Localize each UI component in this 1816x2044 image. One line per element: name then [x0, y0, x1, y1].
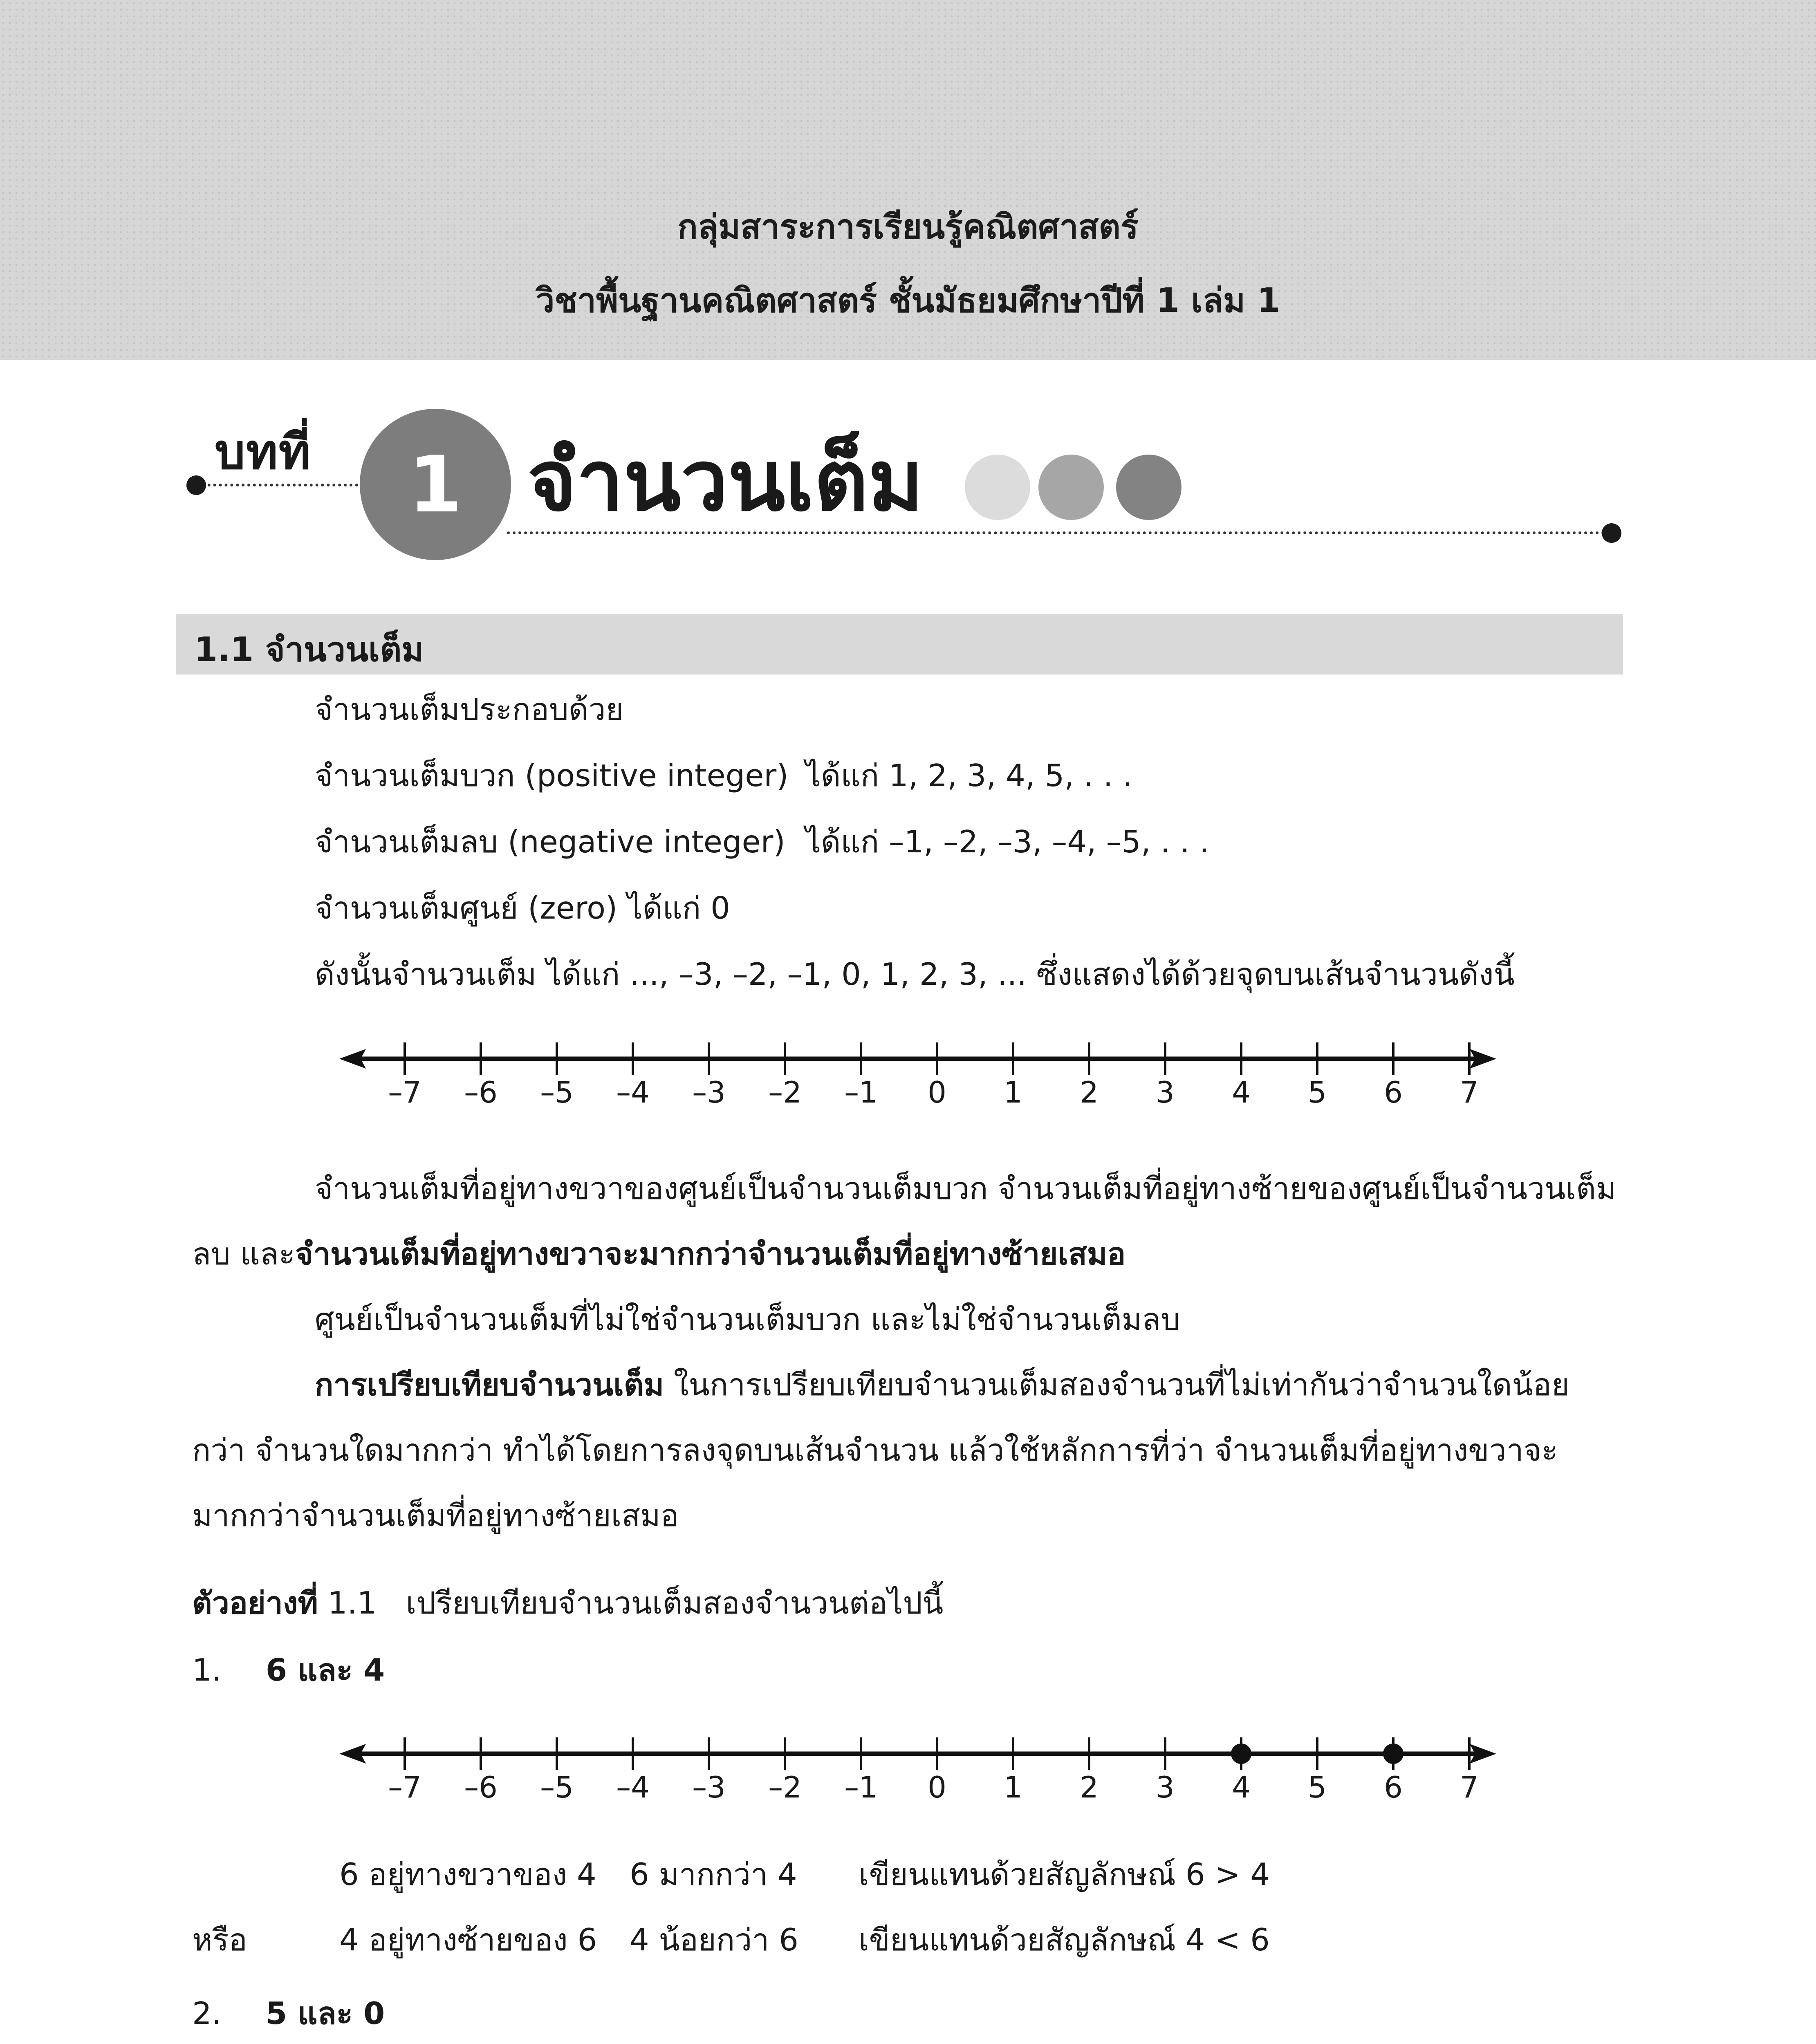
example-item-1-title: 6 และ 4 [266, 1652, 385, 1688]
example-1-greater: 6 มากกว่า 4 [630, 1856, 797, 1892]
number-line-example-1 [327, 1729, 1513, 1836]
decor-circle-dark [1116, 455, 1182, 520]
example-item-2-index: 2. [192, 1995, 222, 2031]
tick-label: 2 [1080, 1075, 1099, 1109]
example-1-left-of: 4 อยู่ทางซ้ายของ 6 [339, 1922, 597, 1958]
tick-label: 2 [1080, 1770, 1099, 1804]
paragraph-right-greater-prefix: ลบ และ [192, 1236, 295, 1272]
compare-line1-rest: ในการเปรียบเทียบจำนวนเต็มสองจำนวนที่ไม่เท่ากันว่าจำนวนใดน้อย [664, 1367, 1569, 1403]
tick-label: 7 [1460, 1075, 1479, 1109]
tick-label: –3 [692, 1075, 726, 1109]
paragraph-compare-line3: มากกว่าจำนวนเต็มที่อยู่ทางซ้ายเสมอ [192, 1497, 679, 1533]
tick-label: –5 [540, 1770, 574, 1804]
positive-integer-values: ได้แก่ 1, 2, 3, 4, 5, . . . [805, 758, 1133, 793]
subject-group-title: กลุ่มสาระการเรียนรู้คณิตศาสตร์ [677, 208, 1139, 247]
tick-label: –2 [768, 1770, 802, 1804]
tick-label: 5 [1308, 1075, 1327, 1109]
decor-circle-light [965, 455, 1030, 520]
tick-label: –6 [464, 1075, 498, 1109]
tick-label: –5 [540, 1075, 574, 1109]
negative-integer-values: ได้แก่ –1, –2, –3, –4, –5, . . . [805, 824, 1209, 860]
tick-label: –4 [616, 1770, 650, 1804]
example-heading [192, 1585, 943, 1621]
section-title: 1.1 จำนวนเต็ม [194, 630, 424, 669]
example-1-less: 4 น้อยกว่า 6 [630, 1922, 799, 1958]
intro-line: จำนวนเต็มประกอบด้วย [315, 691, 624, 727]
example-prompt: เปรียบเทียบจำนวนเต็มสองจำนวนต่อไปนี้ [406, 1585, 944, 1621]
example-number: 1.1 [327, 1585, 377, 1621]
paragraph-compare-line2: กว่า จำนวนใดมากกว่า ทำได้โดยการลงจุดบนเส้นจำนวน แล้วใช้หลักการที่ว่า จำนวนเต็มที่อยู่ทางขวาจะ [192, 1432, 1558, 1468]
tick-label: 5 [1308, 1770, 1327, 1804]
example-label: ตัวอย่างที่ [192, 1585, 318, 1621]
paragraph-zero: ศูนย์เป็นจำนวนเต็มที่ไม่ใช่จำนวนเต็มบวก และไม่ใช่จำนวนเต็มลบ [315, 1301, 1180, 1337]
bullet-dot-left [186, 475, 206, 495]
chapter-dotted-line-right [507, 531, 1611, 534]
decor-circle-medium [1038, 455, 1104, 520]
example-1-or-label: หรือ [192, 1922, 247, 1958]
tick-label: 4 [1232, 1075, 1251, 1109]
tick-label: 3 [1156, 1770, 1175, 1804]
tick-label: –7 [388, 1770, 421, 1804]
number-line-svg [327, 1729, 1513, 1778]
tick-label: –1 [844, 1075, 878, 1109]
paragraph-right-greater [192, 1235, 1125, 1272]
tick-label: 7 [1460, 1770, 1479, 1804]
positive-integer-label: จำนวนเต็มบวก (positive integer) [315, 758, 789, 793]
paragraph-positive-negative: จำนวนเต็มที่อยู่ทางขวาของศูนย์เป็นจำนวนเต็มบวก จำนวนเต็มที่อยู่ทางซ้ายของศูนย์เป็นจำนวนเต็ม [315, 1170, 1616, 1206]
plotted-point [1383, 1744, 1403, 1764]
negative-integer-label: จำนวนเต็มลบ (negative integer) [315, 824, 785, 860]
chapter-number-badge [360, 409, 511, 560]
course-title: วิชาพื้นฐานคณิตศาสตร์ ชั้นมัธยมศึกษาปีที่ 1 เล่ม 1 [536, 281, 1280, 320]
chapter-number: 1 [408, 439, 463, 530]
section-header-bar [176, 614, 1623, 675]
tick-label: –7 [388, 1075, 421, 1109]
example-item-2-title: 5 และ 0 [266, 1995, 385, 2031]
tick-label: 6 [1384, 1075, 1403, 1109]
integer-summary-line: ดังนั้นจำนวนเต็ม ได้แก่ ..., –3, –2, –1, 0, 1, 2, 3, ... ซึ่งแสดงได้ด้วยจุดบนเส้นจำนวนดังนี้ [315, 956, 1515, 992]
tick-label: –2 [768, 1075, 802, 1109]
tick-label: 0 [928, 1075, 946, 1109]
bullet-dot-right [1602, 523, 1621, 543]
paragraph-compare-line1 [315, 1366, 1569, 1403]
tick-label: 1 [1004, 1075, 1022, 1109]
compare-heading: การเปรียบเทียบจำนวนเต็ม [315, 1367, 664, 1403]
tick-label: –4 [616, 1075, 650, 1109]
plotted-point [1231, 1744, 1251, 1764]
example-1-symbol-greater: เขียนแทนด้วยสัญลักษณ์ 6 > 4 [859, 1856, 1270, 1892]
example-1-symbol-less: เขียนแทนด้วยสัญลักษณ์ 4 < 6 [859, 1922, 1270, 1958]
tick-label: 1 [1004, 1770, 1022, 1804]
number-line-svg [327, 1034, 1513, 1083]
tick-label: –1 [844, 1770, 878, 1804]
example-item-1-index: 1. [192, 1652, 222, 1688]
tick-label: 4 [1232, 1770, 1251, 1804]
tick-label: 3 [1156, 1075, 1175, 1109]
paragraph-right-greater-bold: จำนวนเต็มที่อยู่ทางขวาจะมากกว่าจำนวนเต็มที่อยู่ทางซ้ายเสมอ [295, 1236, 1126, 1272]
number-line-main [327, 1034, 1513, 1141]
zero-line: จำนวนเต็มศูนย์ (zero) ได้แก่ 0 [315, 890, 730, 926]
tick-label: 0 [928, 1770, 946, 1804]
example-1-right-of: 6 อยู่ทางขวาของ 4 [339, 1856, 596, 1892]
tick-label: 6 [1384, 1770, 1403, 1804]
chapter-label: บทที่ [215, 424, 312, 480]
top-banner [0, 0, 1816, 360]
tick-label: –6 [464, 1770, 498, 1804]
tick-label: –3 [692, 1770, 726, 1804]
chapter-title: จำนวนเต็ม [527, 433, 924, 530]
